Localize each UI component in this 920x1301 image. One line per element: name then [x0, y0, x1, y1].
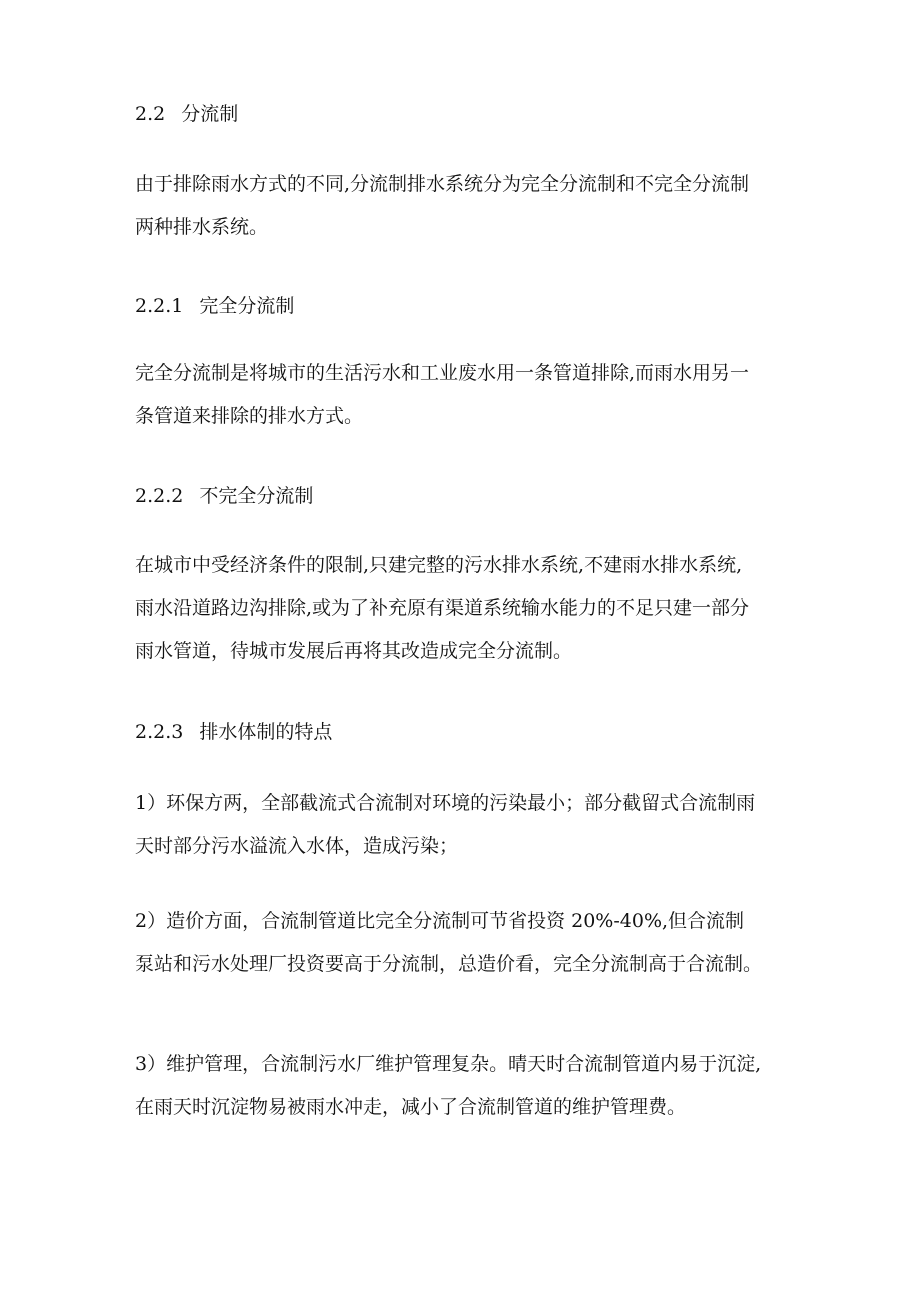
section-heading-2-2-3 [135, 718, 332, 746]
paragraph-line: 完全分流制是将城市的生活污水和工业废水用一条管道排除,而雨水用另一 [135, 362, 750, 384]
section-title: 不完全分流制 [199, 485, 314, 507]
paragraph-line: 2）造价方面，合流制管道比完全分流制可节省投资 20%-40%,但合流制 [135, 910, 745, 932]
list-item-1 [135, 782, 795, 868]
section-title: 排水体制的特点 [199, 721, 333, 743]
paragraph-line: 泵站和污水处理厂投资要高于分流制，总造价看，完全分流制高于合流制。 [135, 953, 763, 975]
section-heading-2-2 [135, 100, 238, 128]
paragraph-line: 3）维护管理，合流制污水厂维护管理复杂。晴天时合流制管道内易于沉淀, [135, 1053, 762, 1075]
paragraph-line: 雨水沿道路边沟排除,或为了补充原有渠道系统输水能力的不足只建一部分 [135, 597, 750, 619]
section-title: 完全分流制 [199, 295, 295, 317]
section-number: 2.2.2 [135, 485, 184, 507]
section-number: 2.2 [135, 103, 166, 125]
section-number: 2.2.1 [135, 295, 184, 317]
paragraph-line: 由于排除雨水方式的不同,分流制排水系统分为完全分流制和不完全分流制 [135, 173, 750, 195]
paragraph-2-2 [135, 163, 795, 249]
section-heading-2-2-2 [135, 482, 313, 510]
paragraph-line: 在城市中受经济条件的限制,只建完整的污水排水系统,不建雨水排水系统, [135, 554, 743, 576]
section-number: 2.2.3 [135, 721, 184, 743]
section-heading-2-2-1 [135, 292, 294, 320]
list-item-3 [135, 1043, 795, 1129]
paragraph-line: 雨水管道，待城市发展后再将其改造成完全分流制。 [135, 640, 573, 662]
paragraph-line: 条管道来排除的排水方式。 [135, 405, 364, 427]
paragraph-2-2-1 [135, 352, 795, 438]
list-item-2 [135, 900, 795, 986]
paragraph-line: 在雨天时沉淀物易被雨水冲走，减小了合流制管道的维护管理费。 [135, 1096, 687, 1118]
paragraph-line: 1）环保方两，全部截流式合流制对环境的污染最小；部分截留式合流制雨 [135, 792, 756, 814]
section-title: 分流制 [181, 103, 239, 125]
paragraph-2-2-2 [135, 544, 795, 673]
paragraph-line: 天时部分污水溢流入水体，造成污染； [135, 835, 459, 857]
paragraph-line: 两种排水系统。 [135, 216, 269, 238]
